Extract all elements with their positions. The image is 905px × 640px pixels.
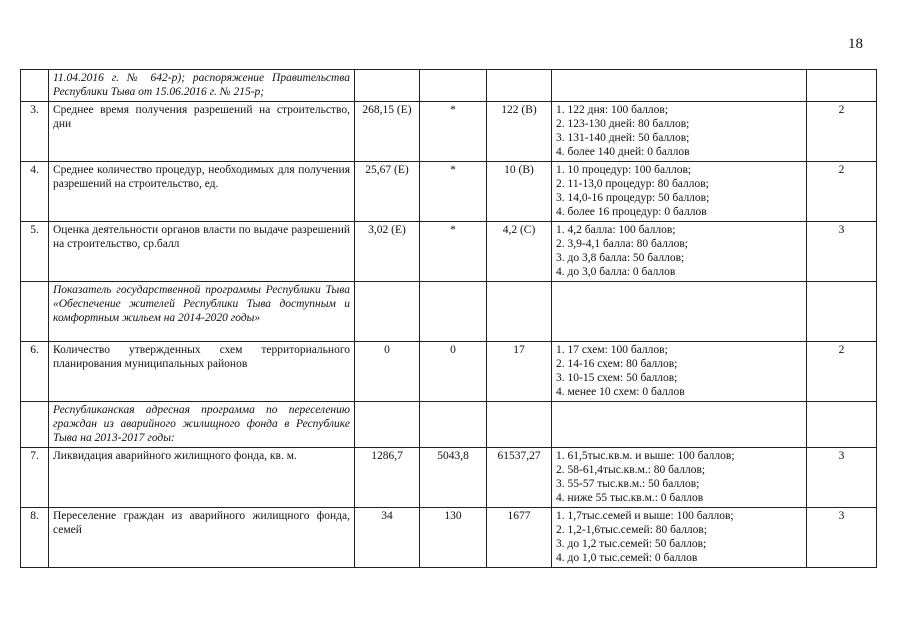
criteria-item: 3. 10-15 схем: 50 баллов; <box>556 372 678 384</box>
criteria-item: 4. до 1,0 тыс.семей: 0 баллов <box>556 552 698 564</box>
score: 2 <box>807 342 877 402</box>
value-3: 4,2 (С) <box>487 222 552 282</box>
criteria-item: 1. 17 схем: 100 баллов; <box>556 344 668 356</box>
table-row <box>21 508 877 568</box>
indicator-name: Переселение граждан из аварийного жилищного фонда, семей <box>49 508 355 568</box>
value-cell <box>487 70 552 102</box>
criteria-item: 1. 61,5тыс.кв.м. и выше: 100 баллов; <box>556 450 735 462</box>
indicator-name: Среднее количество процедур, необходимых для получения разрешений на строительство, ед. <box>49 162 355 222</box>
value-cell <box>355 70 420 102</box>
row-number: 7. <box>21 448 49 508</box>
value-1: 0 <box>355 342 420 402</box>
value-2: 5043,8 <box>420 448 487 508</box>
criteria-item: 4. менее 10 схем: 0 баллов <box>556 386 685 398</box>
value-1: 268,15 (Е) <box>355 102 420 162</box>
criteria-item: 3. до 3,8 балла: 50 баллов; <box>556 252 685 264</box>
criteria-item: 2. 3,9-4,1 балла: 80 баллов; <box>556 238 688 250</box>
criteria-item: 2. 1,2-1,6тыс.семей: 80 баллов; <box>556 524 708 536</box>
row-number: 8. <box>21 508 49 568</box>
value-cell <box>420 282 487 342</box>
value-3: 10 (В) <box>487 162 552 222</box>
table-row <box>21 342 877 402</box>
criteria-list <box>552 162 807 222</box>
score-cell <box>807 402 877 448</box>
table-row <box>21 162 877 222</box>
criteria-item: 1. 1,7тыс.семей и выше: 100 баллов; <box>556 510 734 522</box>
criteria-item: 3. 55-57 тыс.кв.м.: 50 баллов; <box>556 478 700 490</box>
value-2: 130 <box>420 508 487 568</box>
value-cell <box>487 282 552 342</box>
value-3: 61537,27 <box>487 448 552 508</box>
value-cell <box>355 402 420 448</box>
num-cell <box>21 70 49 102</box>
section-row <box>21 402 877 448</box>
continuation-row <box>21 70 877 102</box>
criteria-item: 1. 10 процедур: 100 баллов; <box>556 164 692 176</box>
criteria-item: 3. 131-140 дней: 50 баллов; <box>556 132 690 144</box>
value-cell <box>355 282 420 342</box>
value-2: * <box>420 222 487 282</box>
criteria-list <box>552 222 807 282</box>
value-cell <box>420 70 487 102</box>
value-3: 122 (В) <box>487 102 552 162</box>
score: 3 <box>807 222 877 282</box>
criteria-item: 3. 14,0-16 процедур: 50 баллов; <box>556 192 710 204</box>
value-1: 25,67 (Е) <box>355 162 420 222</box>
criteria-cell <box>552 282 807 342</box>
row-number: 5. <box>21 222 49 282</box>
continuation-text: 11.04.2016 г. № 642-р); распоряжение Правительства Республики Тыва от 15.06.2016 г. № 215-р; <box>49 70 355 102</box>
row-number: 4. <box>21 162 49 222</box>
num-cell <box>21 402 49 448</box>
criteria-item: 3. до 1,2 тыс.семей: 50 баллов; <box>556 538 707 550</box>
table-row <box>21 102 877 162</box>
value-2: 0 <box>420 342 487 402</box>
indicator-name: Количество утвержденных схем территориального планирования муниципальных районов <box>49 342 355 402</box>
score: 3 <box>807 508 877 568</box>
section-title: Республиканская адресная программа по переселению граждан из аварийного жилищного фонда в Республике Тыва на 2013-2017 годы: <box>49 402 355 448</box>
value-2: * <box>420 102 487 162</box>
indicators-table <box>20 69 877 568</box>
criteria-list <box>552 448 807 508</box>
criteria-item: 4. до 3,0 балла: 0 баллов <box>556 266 676 278</box>
value-cell <box>420 402 487 448</box>
value-2: * <box>420 162 487 222</box>
value-cell <box>487 402 552 448</box>
criteria-cell <box>552 70 807 102</box>
value-3: 17 <box>487 342 552 402</box>
criteria-item: 1. 122 дня: 100 баллов; <box>556 104 669 116</box>
value-1: 1286,7 <box>355 448 420 508</box>
criteria-list <box>552 102 807 162</box>
page-number: 18 <box>848 36 863 52</box>
criteria-item: 4. ниже 55 тыс.кв.м.: 0 баллов <box>556 492 704 504</box>
indicator-name: Среднее время получения разрешений на строительство, дни <box>49 102 355 162</box>
criteria-item: 2. 14-16 схем: 80 баллов; <box>556 358 678 370</box>
num-cell <box>21 282 49 342</box>
criteria-list <box>552 342 807 402</box>
score: 2 <box>807 162 877 222</box>
value-1: 34 <box>355 508 420 568</box>
criteria-item: 1. 4,2 балла: 100 баллов; <box>556 224 676 236</box>
score: 3 <box>807 448 877 508</box>
section-title: Показатель государственной программы Республики Тыва «Обеспечение жителей Республики Тыва доступным и комфортным жильем на 2014-2020 годы» <box>49 282 355 342</box>
section-row <box>21 282 877 342</box>
criteria-item: 2. 11-13,0 процедур: 80 баллов; <box>556 178 709 190</box>
criteria-item: 2. 123-130 дней: 80 баллов; <box>556 118 690 130</box>
criteria-item: 4. более 140 дней: 0 баллов <box>556 146 690 158</box>
table-row <box>21 222 877 282</box>
indicator-name: Ликвидация аварийного жилищного фонда, кв. м. <box>49 448 355 508</box>
indicator-name: Оценка деятельности органов власти по выдаче разрешений на строительство, ср.балл <box>49 222 355 282</box>
score-cell <box>807 70 877 102</box>
criteria-item: 2. 58-61,4тыс.кв.м.: 80 баллов; <box>556 464 706 476</box>
criteria-list <box>552 508 807 568</box>
value-3: 1677 <box>487 508 552 568</box>
value-1: 3,02 (Е) <box>355 222 420 282</box>
row-number: 3. <box>21 102 49 162</box>
criteria-item: 4. более 16 процедур: 0 баллов <box>556 206 707 218</box>
row-number: 6. <box>21 342 49 402</box>
table-row <box>21 448 877 508</box>
score: 2 <box>807 102 877 162</box>
criteria-cell <box>552 402 807 448</box>
score-cell <box>807 282 877 342</box>
